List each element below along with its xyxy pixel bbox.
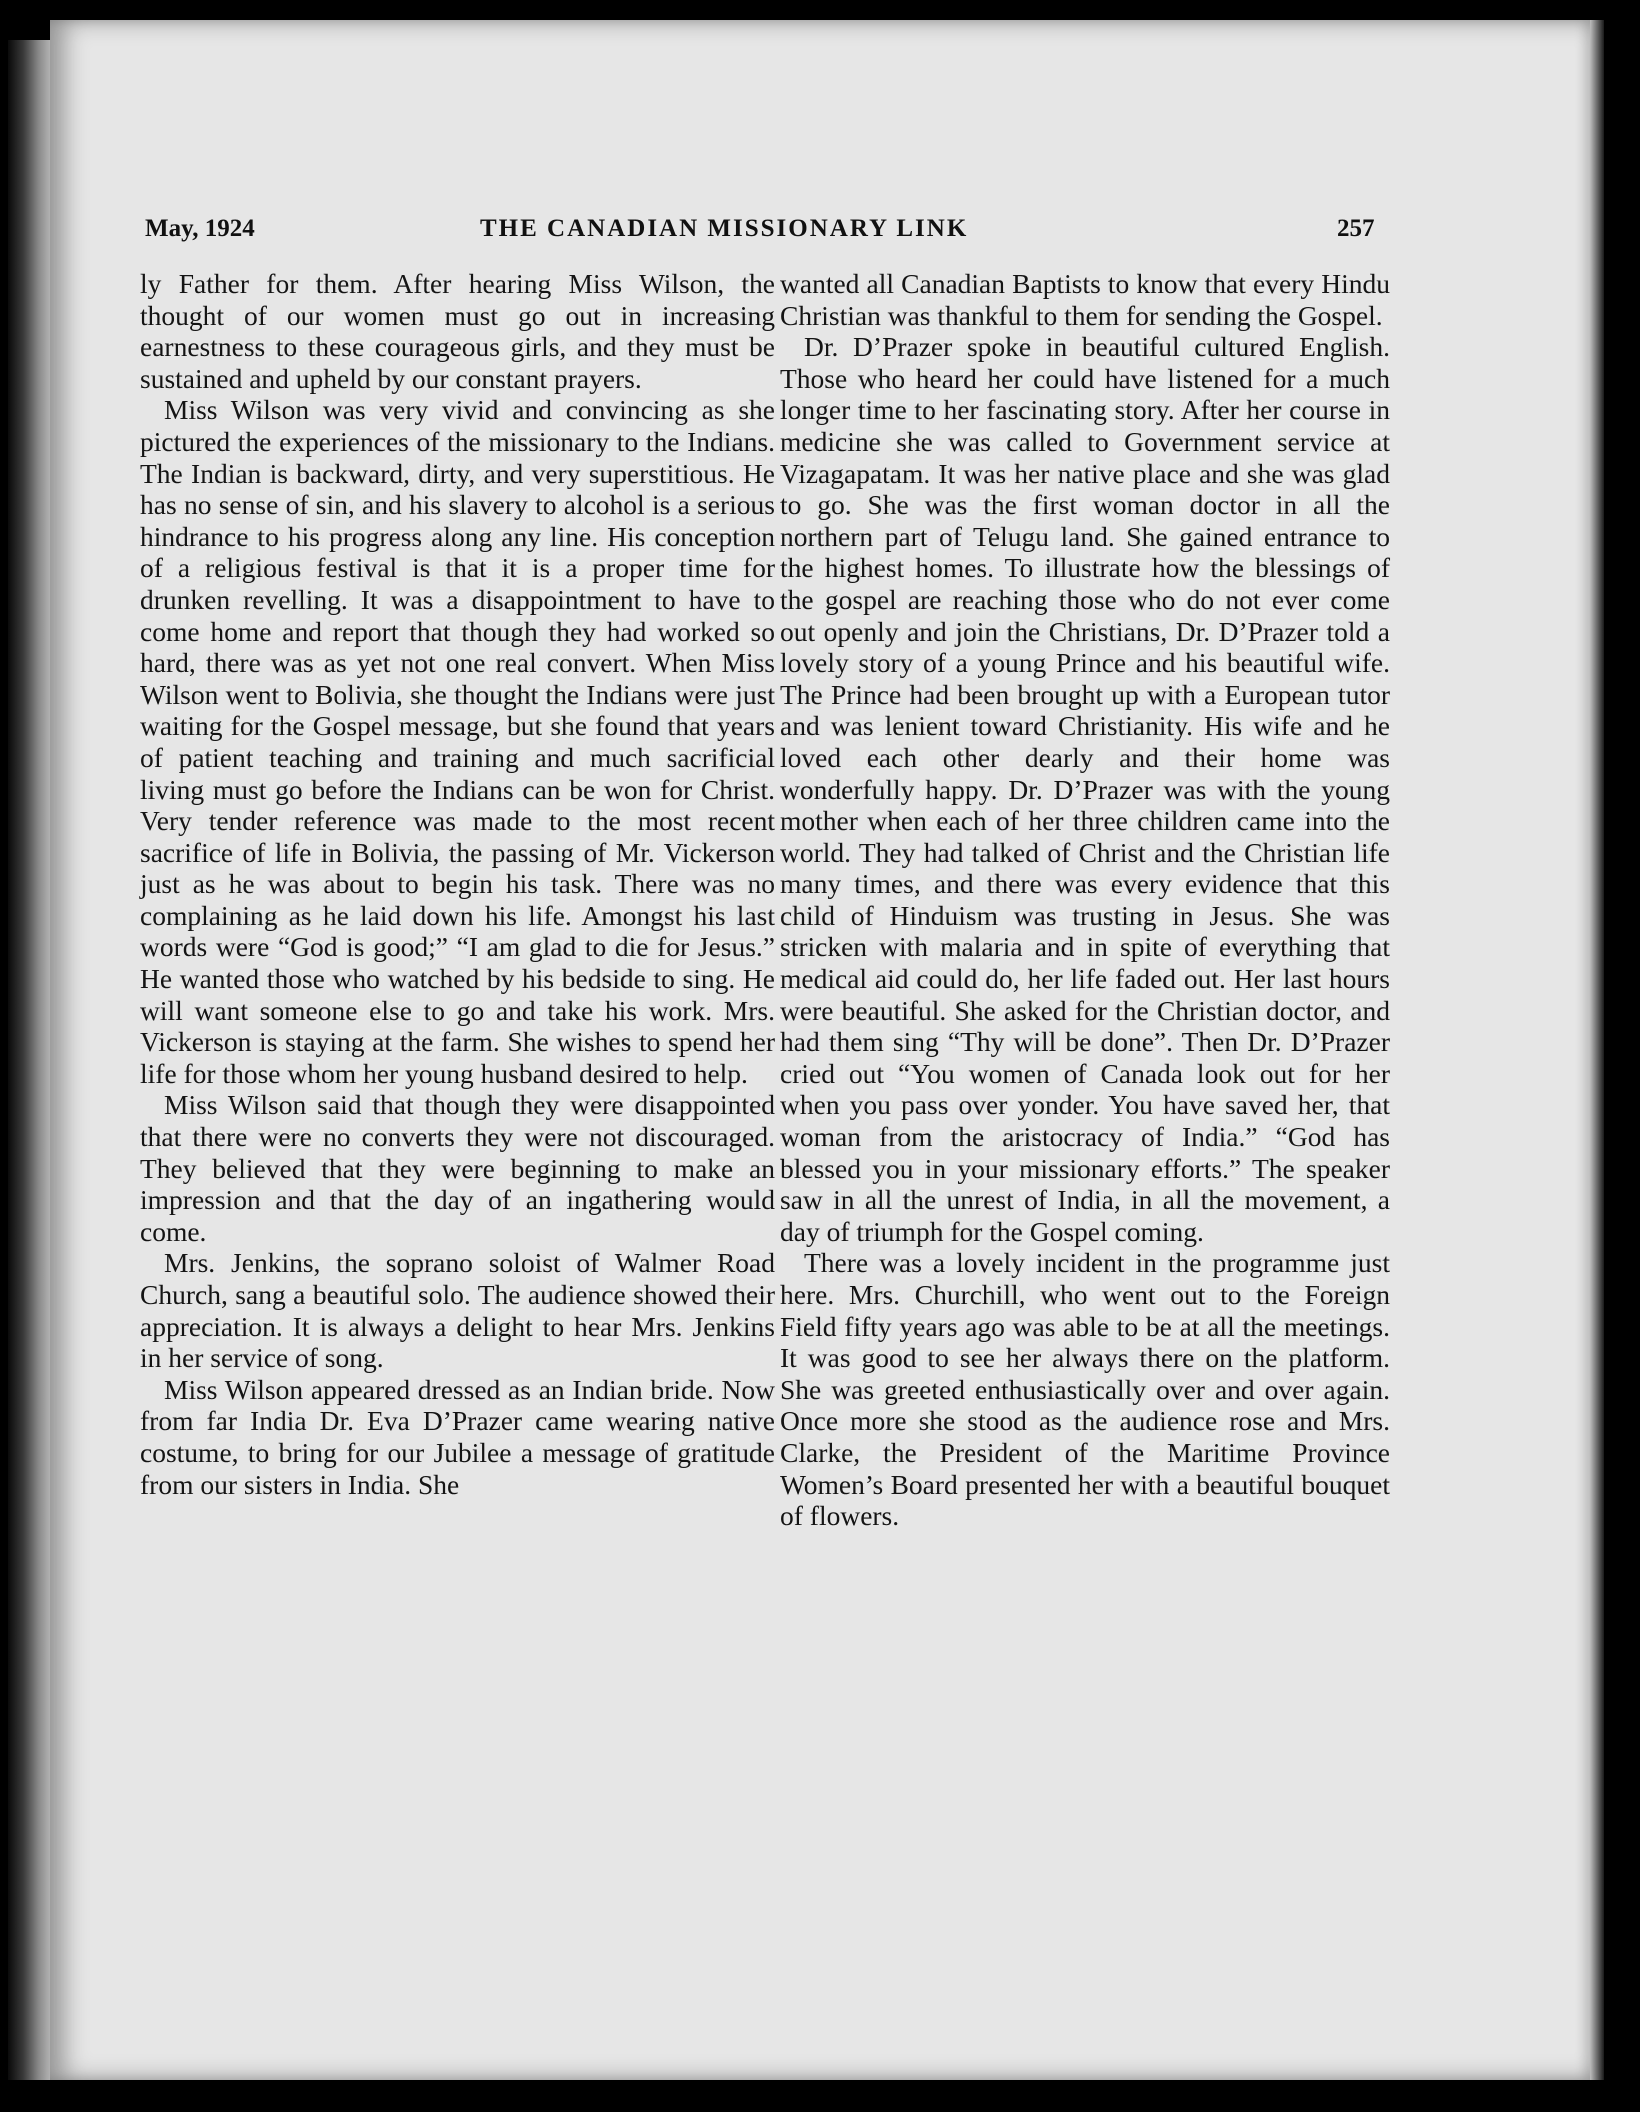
left-column	[140, 268, 775, 1500]
paragraph: wanted all Canadian Baptists to know that every Hindu Christian was thankful to them for sending the Gospel.	[780, 268, 1390, 331]
running-header	[145, 215, 1385, 255]
paragraph: Miss Wilson was very vivid and convincing as she pictured the experiences of the missionary to the Indians. The Indian is backward, dirty, and very superstitious. He has no sense of sin, and his slavery to alcohol is a serious hindrance to his progress along any line. His conception of a religious festival is that it is a proper time for drunken revelling. It was a disappointment to have to come home and report that though they had worked so hard, there was as yet not one real convert. When Miss Wilson went to Bolivia, she thought the Indians were just waiting for the Gospel message, but she found that years of patient teaching and training and much sacrificial living must go before the Indians can be won for Christ. Very tender reference was made to the most recent sacrifice of life in Bolivia, the passing of Mr. Vickerson just as he was about to begin his task. There was no complaining as he laid down his life. Amongst his last words were “God is good;” “I am glad to die for Jesus.” He wanted those who watched by his bedside to sing. He will want someone else to go and take his work. Mrs. Vickerson is staying at the farm. She wishes to spend her life for those whom her young husband desired to help.	[140, 394, 775, 1089]
paragraph: Miss Wilson appeared dressed as an Indian bride. Now from far India Dr. Eva D’Prazer came wearing native costume, to bring for our Jubilee a message of gratitude from our sisters in India. She	[140, 1373, 775, 1500]
paragraph: ly Father for them. After hearing Miss Wilson, the thought of our women must go out in increasing earnestness to these courageous girls, and they must be sustained and upheld by our constant prayers.	[140, 268, 775, 394]
paragraph: Dr. D’Prazer spoke in beautiful cultured English. Those who heard her could have listened for a much longer time to her fascinating story. After her course in medicine she was called to Government service at Vizagapatam. It was her native place and she was glad to go. She was the first woman doctor in all the northern part of Telugu land. She gained entrance to the highest homes. To illustrate how the blessings of the gospel are reaching those who do not ever come out openly and join the Christians, Dr. D’Prazer told a lovely story of a young Prince and his beautiful wife. The Prince had been brought up with a European tutor and was lenient toward Christianity. His wife and he loved each other dearly and their home was wonderfully happy. Dr. D’Prazer was with the young mother when each of her three children came into the world. They had talked of Christ and the Christian life many times, and there was every evidence that this child of Hinduism was trusting in Jesus. She was stricken with malaria and in spite of everything that medical aid could do, her life faded out. Her last hours were beautiful. She asked for the Christian doctor, and had them sing “Thy will be done”. Then Dr. D’Prazer cried out “You women of Canada look out for her when you pass over yonder. You have saved her, that woman from the aristocracy of India.” “God has blessed you in your missionary efforts.” The speaker saw in all the unrest of India, in all the movement, a day of triumph for the Gospel coming.	[780, 331, 1390, 1247]
paragraph: Mrs. Jenkins, the soprano soloist of Walmer Road Church, sang a beautiful solo. The audience showed their appreciation. It is always a delight to hear Mrs. Jenkins in her service of song.	[140, 1247, 775, 1374]
paragraph: Miss Wilson said that though they were disappointed that there were no converts they were not discouraged. They believed that they were beginning to make an impression and that the day of an ingathering would come.	[140, 1089, 775, 1247]
issue-date: May, 1924	[145, 215, 255, 242]
page-number: 257	[1337, 215, 1375, 242]
magazine-title: THE CANADIAN MISSIONARY LINK	[480, 215, 969, 242]
book-spine-shadow	[8, 40, 52, 2080]
paragraph: There was a lovely incident in the programme just here. Mrs. Churchill, who went out to the Foreign Field fifty years ago was able to be at all the meetings. It was good to see her always there on the platform. She was greeted enthusiastically over and over again. Once more she stood as the audience rose and Mrs. Clarke, the President of the Maritime Province Women’s Board presented her with a beautiful bouquet of flowers.	[780, 1247, 1390, 1532]
right-column	[780, 268, 1390, 1532]
page-edge	[1590, 20, 1604, 2080]
